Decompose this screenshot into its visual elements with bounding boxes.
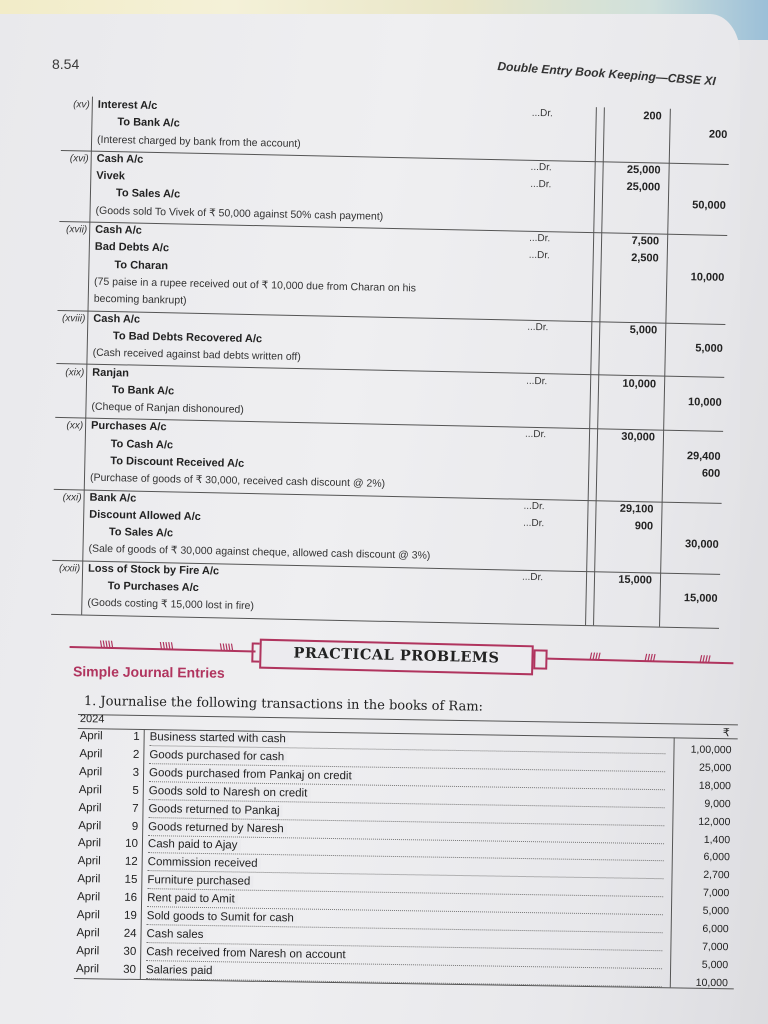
section-subheading: Simple Journal Entries (72, 663, 225, 681)
transaction-amount: 18,000 (698, 779, 732, 793)
debit-amount: 5,000 (629, 323, 658, 337)
dr-marker: ...Dr. (521, 571, 544, 583)
transaction-month: April (79, 730, 103, 743)
debit-account: Interest A/c (97, 98, 158, 112)
transaction-month: April (78, 783, 102, 797)
dr-marker: ...Dr. (530, 161, 552, 174)
banner-ornament: \\\\\ (219, 642, 234, 654)
credit-amount: 600 (701, 467, 721, 480)
debit-amount: 15,000 (618, 573, 653, 587)
book-page (0, 14, 740, 1024)
running-head: Double Entry Book Keeping—CBSE XI (497, 59, 717, 89)
transaction-day: 7 (132, 802, 139, 815)
transaction-amount: 25,000 (699, 761, 732, 775)
dr-marker: ...Dr. (530, 179, 552, 191)
credit-amount: 29,400 (686, 449, 721, 463)
debit-amount: 900 (634, 519, 654, 533)
transaction-month: April (77, 855, 101, 868)
credit-account: To Bank A/c (117, 116, 180, 130)
transaction-description: Salaries paid (146, 964, 216, 977)
banner-ornament: //// (699, 654, 711, 666)
transaction-month: April (76, 909, 100, 922)
narration: (Cheque of Ranjan dishonoured) (91, 400, 244, 416)
narration: (Interest charged by bank from the account) (96, 133, 301, 150)
transaction-day: 5 (132, 784, 139, 797)
credit-amount: 5,000 (695, 342, 723, 355)
journal-table (51, 96, 730, 628)
transaction-amount: 12,000 (698, 815, 731, 828)
credit-account: To Charan (114, 258, 169, 272)
transaction-month: April (78, 819, 102, 832)
transaction-day: 30 (123, 945, 137, 958)
transaction-amount: 5,000 (702, 904, 730, 918)
banner-ornament: \\\\\ (99, 639, 114, 652)
credit-account: To Sales A/c (115, 187, 181, 201)
transaction-amount: 10,000 (695, 976, 728, 989)
credit-amount: 200 (708, 128, 728, 142)
dr-marker: ...Dr. (527, 321, 549, 333)
debit-amount: 2,500 (631, 252, 659, 265)
transaction-description: Commission received (148, 856, 261, 870)
transaction-amount: 6,000 (702, 922, 729, 936)
narration: (Goods sold To Vivek of ₹ 50,000 against 50% cash payment) (95, 204, 384, 223)
year-label: 2024 (79, 713, 105, 726)
transaction-amount: 1,00,000 (690, 743, 732, 757)
transaction-day: 12 (124, 856, 138, 869)
debit-account: Discount Allowed A/c (89, 508, 201, 523)
debit-amount: 10,000 (622, 377, 657, 391)
transaction-description: Business started with cash (150, 731, 289, 745)
dr-marker: ...Dr. (526, 375, 548, 387)
practical-problems-title: PRACTICAL PROBLEMS (259, 639, 534, 676)
transaction-amount: 7,000 (702, 887, 730, 900)
credit-account: To Cash A/c (110, 437, 174, 452)
debit-account: Loss of Stock by Fire A/c (87, 562, 220, 578)
transaction-month: April (75, 962, 100, 976)
transaction-month: April (78, 765, 103, 779)
transaction-amount: 9,000 (704, 797, 731, 810)
journal-entry (58, 221, 728, 324)
credit-amount: 10,000 (690, 270, 725, 284)
transaction-amount: 1,400 (703, 833, 731, 846)
debit-account: Ranjan (92, 366, 130, 379)
credit-account: To Bad Debts Recovered A/c (112, 330, 263, 346)
narration: (Purchase of goods of ₹ 30,000, received cash discount @ 2%) (89, 471, 386, 491)
page-number: 8.54 (52, 56, 80, 72)
transaction-description: Furniture purchased (147, 874, 253, 888)
credit-account: To Bank A/c (111, 383, 175, 398)
transaction-description: Goods purchased from Pankaj on credit (149, 767, 355, 782)
transaction-day: 10 (125, 838, 139, 851)
transaction-day: 16 (124, 891, 138, 905)
banner-ornament: //// (589, 651, 601, 663)
entry-number: (xix) (65, 366, 85, 379)
debit-amount: 25,000 (626, 181, 661, 194)
dr-marker: ...Dr. (523, 517, 545, 530)
banner-ornament: //// (644, 653, 656, 665)
transaction-amount: 7,000 (702, 940, 729, 954)
entry-number: (xx) (66, 420, 84, 432)
entry-number: (xvi) (69, 153, 89, 165)
debit-amount: 29,100 (619, 502, 654, 516)
debit-account: Bank A/c (89, 491, 137, 505)
debit-account: Purchases A/c (90, 420, 167, 434)
narration: (75 paise in a rupee received out of ₹ 10,000 due from Charan on his (93, 275, 417, 295)
debit-account: Vivek (96, 169, 126, 183)
credit-account: To Sales A/c (108, 526, 174, 540)
transaction-description: Goods returned to Pankaj (148, 803, 282, 817)
credit-amount: 50,000 (692, 199, 726, 213)
transaction-description: Sold goods to Sumit for cash (147, 910, 297, 924)
transaction-description: Goods returned by Naresh (148, 821, 287, 835)
entry-number: (xv) (73, 99, 90, 111)
narration: (Goods costing ₹ 15,000 lost in fire) (87, 597, 255, 613)
debit-account: Cash A/c (95, 223, 142, 237)
transaction-description: Cash sales (146, 928, 206, 941)
entry-number: (xviii) (61, 312, 86, 325)
transaction-day: 2 (132, 748, 140, 761)
narration: (Sale of goods of ₹ 30,000 against cheque, allowed cash discount @ 3%) (88, 543, 431, 563)
debit-amount: 200 (643, 110, 662, 123)
credit-amount: 10,000 (687, 395, 722, 409)
transaction-amount: 5,000 (701, 958, 729, 972)
dr-marker: ...Dr. (528, 250, 550, 262)
transaction-month: April (76, 944, 100, 958)
transaction-day: 9 (131, 820, 139, 833)
dr-marker: ...Dr. (523, 500, 545, 512)
transaction-amount: 2,700 (703, 869, 730, 882)
transaction-description: Cash received from Naresh on account (146, 946, 349, 961)
transaction-description: Cash paid to Ajay (148, 839, 241, 852)
transaction-amount: 6,000 (703, 851, 730, 864)
banner-knot (533, 649, 547, 669)
transactions-table (74, 714, 738, 994)
transaction-day: 24 (123, 927, 137, 940)
transaction-description: Goods sold to Naresh on credit (149, 785, 311, 800)
dr-marker: ...Dr. (529, 232, 551, 245)
transaction-day: 3 (132, 766, 140, 779)
transaction-day: 1 (133, 730, 140, 743)
transaction-day: 19 (123, 909, 137, 922)
dr-marker: ...Dr. (524, 429, 547, 441)
credit-amount: 15,000 (683, 592, 718, 605)
transaction-month: April (76, 926, 100, 940)
narration: (Cash received against bad debts written off) (92, 346, 301, 364)
dr-marker: ...Dr. (531, 107, 553, 120)
transaction-month: April (77, 873, 101, 886)
entry-number: (xxi) (62, 491, 82, 504)
credit-account: To Discount Received A/c (110, 455, 245, 470)
transaction-description: Goods purchased for cash (149, 749, 287, 763)
credit-amount: 30,000 (684, 538, 719, 552)
entry-number: (xvii) (65, 224, 88, 236)
debit-amount: 30,000 (621, 431, 656, 444)
debit-amount: 7,500 (631, 235, 660, 248)
debit-account: Cash A/c (96, 152, 144, 166)
debit-account: Cash A/c (93, 312, 141, 326)
transaction-day: 15 (124, 873, 138, 887)
credit-account: To Purchases A/c (107, 580, 199, 595)
transaction-month: April (77, 891, 101, 904)
transaction-month: April (78, 801, 102, 814)
transaction-month: April (77, 837, 102, 850)
debit-amount: 25,000 (626, 163, 661, 177)
transaction-day: 30 (123, 963, 137, 976)
question-text: 1. Journalise the following transactions in the books of Ram: (83, 694, 484, 715)
narration: becoming bankrupt) (93, 292, 187, 307)
transaction-description: Rent paid to Amit (147, 892, 238, 905)
debit-account: Bad Debts A/c (94, 241, 170, 255)
currency-symbol: ₹ (722, 727, 730, 740)
banner-ornament: \\\\\ (159, 641, 174, 653)
entry-number: (xxii) (58, 562, 81, 575)
transaction-month: April (79, 747, 103, 761)
